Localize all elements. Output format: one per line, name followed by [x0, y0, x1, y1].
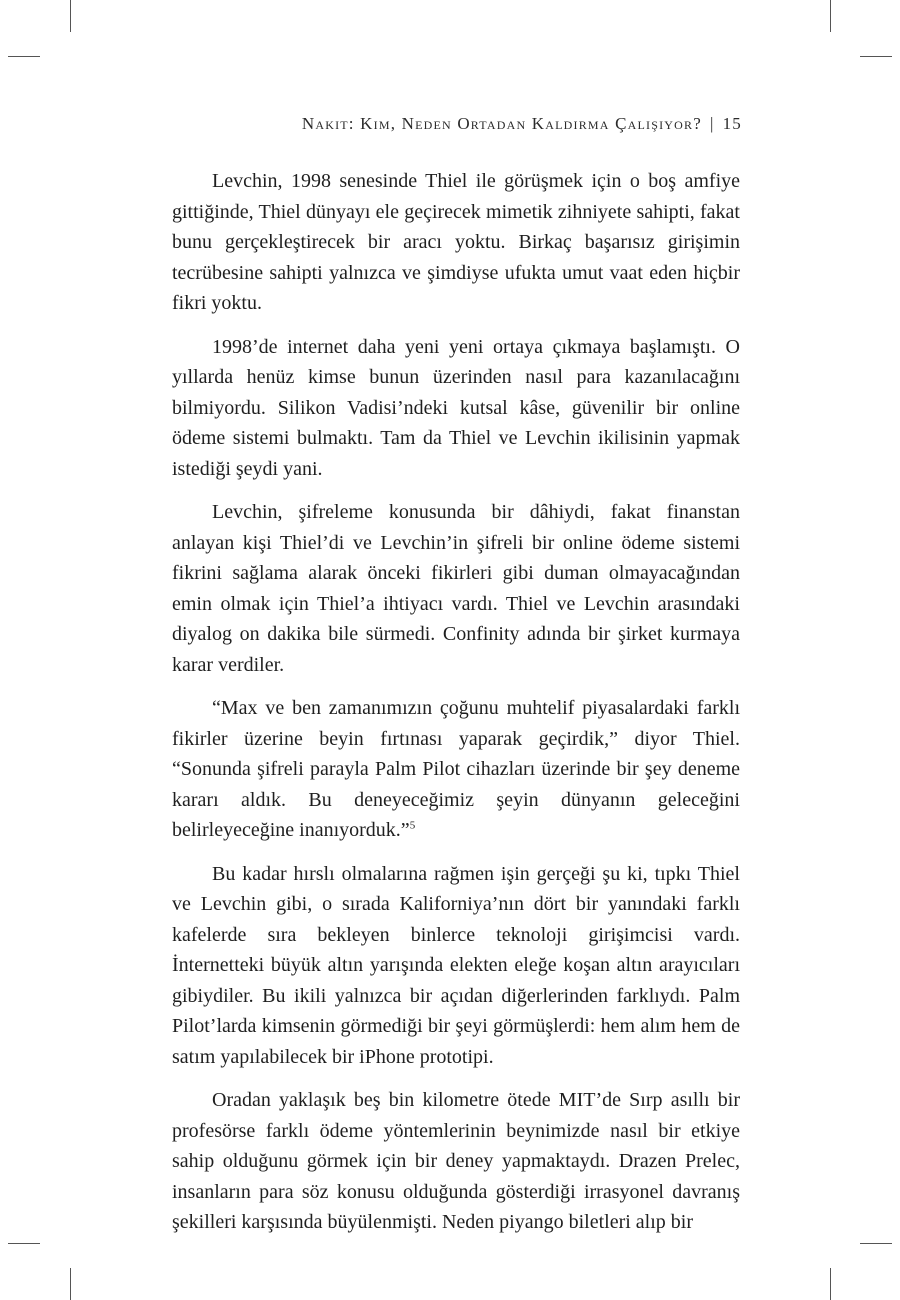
crop-mark-right-bottom	[860, 1243, 892, 1244]
crop-mark-bottom-left	[70, 1268, 71, 1300]
paragraph-4	[172, 693, 740, 846]
paragraph-2: 1998’de internet daha yeni yeni ortaya çıkmaya başlamıştı. O yıllarda henüz kimse bunun üzerinden nasıl para kazanılacağını bilmiyordu. Silikon Vadisi’ndeki kutsal kâse, güvenilir bir online ödeme sistemi bulmaktı. Tam da Thiel ve Levchin ikilisinin yapmak istediği şeydi yani.	[172, 335, 740, 480]
footnote-reference: 5	[409, 819, 416, 832]
chapter-title: Nakit: Kim, Neden Ortadan Kaldırma Çalışıyor?	[301, 114, 702, 133]
crop-mark-left-bottom	[8, 1243, 40, 1244]
body-text	[172, 166, 740, 1251]
paragraph-5: Bu kadar hırslı olmalarına rağmen işin gerçeği şu ki, tıpkı Thiel ve Levchin gibi, o sırada Kaliforniya’nın dört bir yanındaki farklı kafelerde sıra bekleyen binlerce teknoloji girişimcisi vardı. İnternetteki büyük altın yarışında elekten eleğe koşan altın arayıcıları gibiydiler. Bu ikili yalnızca bir açıdan diğerlerinden farklıydı. Palm Pilot’larda kimsenin görmediği bir şeyi görmüşlerdi: hem alım hem de satım yapılabilecek bir iPhone prototipi.	[172, 862, 740, 1068]
paragraph-4-text: “Max ve ben zamanımızın çoğunu muhtelif piyasalardaki farklı fikirler üzerine beyin fırtınası yaparak geçirdik,” diyor Thiel. “Sonunda şifreli parayla Palm Pilot cihazları üzerinde bir şey deneme kararı aldık. Bu deneyeceğimiz şeyin dünyanın geleceğini belirleyeceğine inanıyorduk.”	[172, 697, 740, 841]
crop-mark-top-left	[70, 0, 71, 32]
paragraph-1: Levchin, 1998 senesinde Thiel ile görüşmek için o boş amfiye gittiğinde, Thiel dünyayı ele geçirecek mimetik zihniyete sahipti, fakat bunu gerçekleştirecek bir aracı yoktu. Birkaç başarısız girişimin tecrübesine sahipti yalnızca ve şimdiyse ufukta umut vaat eden hiçbir fikri yoktu.	[172, 170, 740, 314]
header-separator: |	[709, 114, 715, 133]
crop-mark-top-right	[830, 0, 831, 32]
crop-mark-bottom-right	[830, 1268, 831, 1300]
paragraph-3: Levchin, şifreleme konusunda bir dâhiydi, fakat finanstan anlayan kişi Thiel’di ve Levchin’in şifreli bir online ödeme sistemi fikrini sağlama alarak önceki fikirleri gibi duman olmayacağından emin olmak için Thiel’a ihtiyacı vardı. Thiel ve Levchin arasındaki diyalog on dakika bile sürmedi. Confinity adında bir şirket kurmaya karar verdiler.	[172, 501, 740, 676]
page-number: 15	[722, 114, 742, 133]
running-head	[302, 114, 742, 134]
crop-mark-left-top	[8, 56, 40, 57]
paragraph-6: Oradan yaklaşık beş bin kilometre ötede MIT’de Sırp asıllı bir profesörse farklı ödeme yöntemlerinin beynimizde nasıl bir etkiye sahip olduğunu görmek için bir deney yapmaktaydı. Drazen Prelec, insanların para söz konusu olduğunda gösterdiği irrasyonel davranış şekilleri karşısında büyülenmişti. Neden piyango biletleri alıp bir	[172, 1089, 740, 1233]
crop-mark-right-top	[860, 56, 892, 57]
